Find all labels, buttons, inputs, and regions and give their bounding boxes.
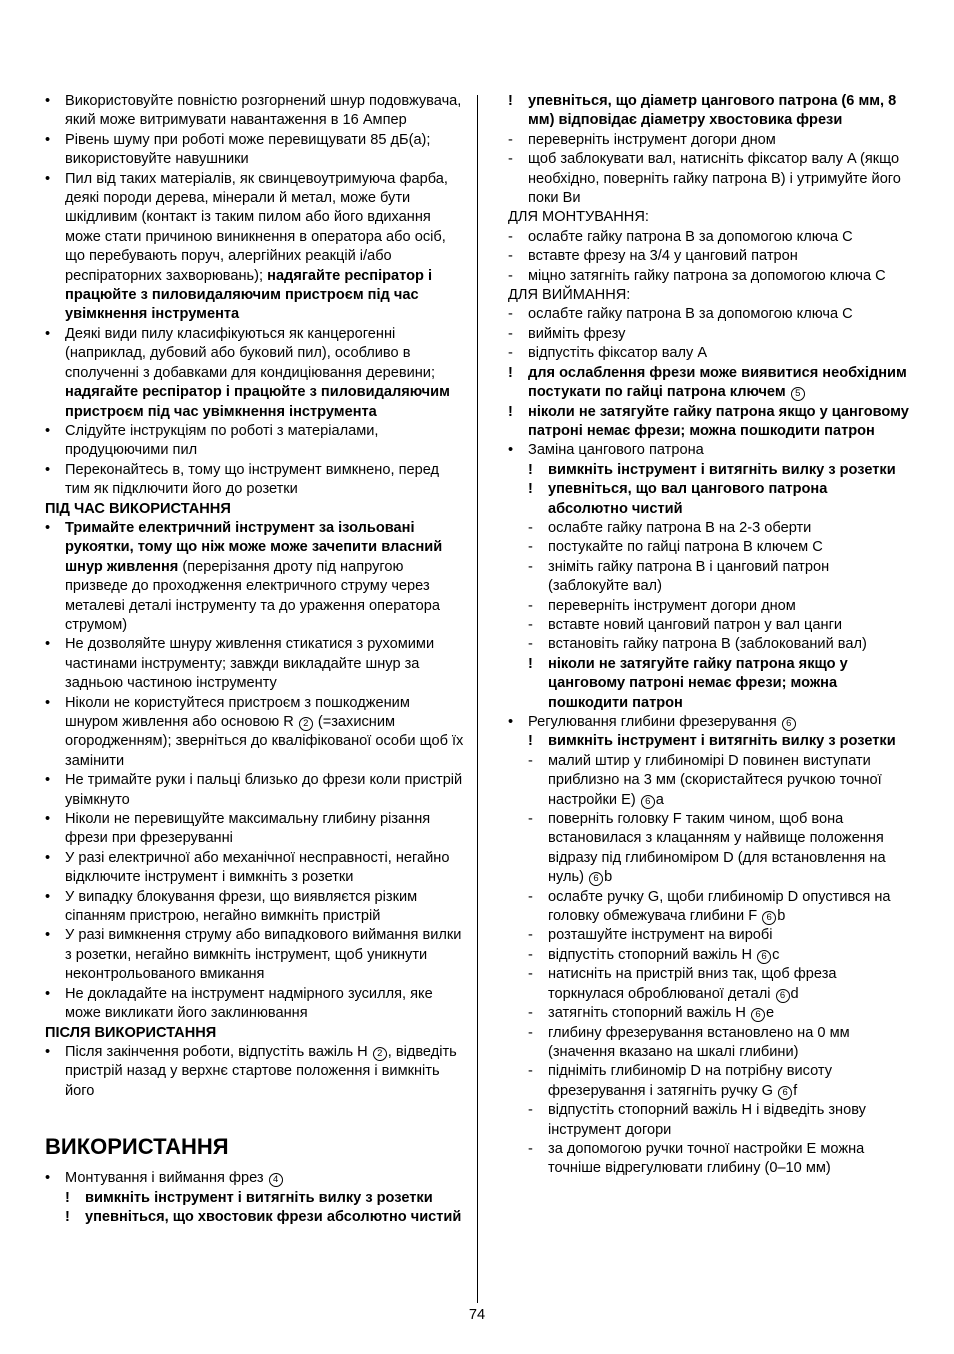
- depth-adjust-sublist: [528, 732, 910, 1178]
- list-item: [45, 422, 467, 461]
- item-text: переверніть інструмент догори дном: [528, 131, 776, 148]
- dash-marker: -: [528, 927, 533, 944]
- bullet-marker: •: [45, 325, 51, 342]
- bullet-marker: •: [508, 442, 514, 459]
- dash-marker: -: [528, 1102, 533, 1119]
- bullet-marker: •: [45, 772, 51, 789]
- bullet-marker: •: [45, 927, 51, 944]
- warning-item: [508, 364, 910, 403]
- during-use-more-list: [45, 771, 467, 1023]
- dash-marker: -: [528, 597, 533, 614]
- dash-marker: -: [528, 539, 533, 556]
- item-text: (перерізання дроту під напругою призведе до проходження електричного струму через металеві деталі інструменту та до ураження оператора струмом): [65, 558, 440, 633]
- item-text: ослабте гайку патрона B за допомогою ключа C: [528, 306, 853, 323]
- item-text: (=захисним огородженням); зверніться до кваліфікованої особи щоб їх замінити: [65, 714, 464, 769]
- item-text: Ніколи не користуйтеся пристроєм з пошкодженим шнуром живлення або основою R: [65, 694, 410, 730]
- bullet-marker: •: [508, 714, 514, 730]
- dash-marker: -: [528, 888, 533, 905]
- item-text: розташуйте інструмент на виробі: [548, 927, 773, 944]
- list-item: [45, 771, 467, 810]
- warning-marker: !: [508, 364, 513, 381]
- step-item: [528, 1062, 910, 1101]
- item-text: ослабте гайку патрона B за допомогою ключа C: [528, 228, 853, 245]
- step-item: [528, 1004, 910, 1023]
- step-item: [528, 926, 910, 945]
- warning-item: [528, 655, 910, 713]
- warning-marker: !: [528, 655, 533, 672]
- item-bold-text: ніколи не затягуйте гайку патрона якщо у цанговому патроні немає фрези; можна пошкодити патрон: [528, 403, 909, 439]
- item-text: Ніколи не перевищуйте максимальну глибину різання фрези при фрезеруванні: [65, 811, 431, 847]
- item-bold-text: упевніться, що вал цангового патрона абсолютно чистий: [548, 481, 828, 517]
- dash-marker: -: [528, 636, 533, 653]
- list-item: [45, 985, 467, 1024]
- after-use-list: [45, 1043, 467, 1101]
- item-text: Регулювання глибини фрезерування: [528, 714, 781, 730]
- dash-marker: -: [528, 519, 533, 536]
- step-item: [528, 1101, 910, 1140]
- bullet-marker: •: [45, 519, 51, 536]
- warning-marker: !: [528, 733, 533, 750]
- figure-ref-circle: 4: [269, 1173, 283, 1187]
- item-text: У випадку блокування фрези, що виявляєтся різким сіпанням пристрою, негайно вимкніть пристрій: [65, 888, 418, 925]
- step-item: [528, 519, 910, 538]
- step-item: [508, 247, 910, 266]
- collet-check-list: [508, 92, 910, 208]
- list-item: [45, 1043, 467, 1101]
- item-text: затягніть стопорний важіль H: [548, 1005, 751, 1022]
- remove-heading: ДЛЯ ВИЙМАННЯ:: [508, 287, 631, 304]
- item-bold-text: вимкніть інструмент і витягніть вилку з розетки: [85, 1189, 433, 1206]
- item-text: Рівень шуму при роботі може перевищувати 85 дБ(а); використовуйте навушники: [65, 131, 431, 168]
- item-text: глибину фрезерування встановлено на 0 мм (значення вказано на шкалі глибини): [548, 1024, 850, 1060]
- bullet-marker: •: [45, 888, 51, 905]
- bullet-marker: •: [45, 636, 51, 653]
- warning-item: [508, 92, 910, 131]
- during-use-heading: ПІД ЧАС ВИКОРИСТАННЯ: [45, 500, 231, 517]
- item-bold-text: для ослаблення фрези може виявитися необхідним постукати по гайці патрона ключем: [528, 364, 907, 401]
- item-bold-text: упевніться, що діаметр цангового патрона (6 мм, 8 мм) відповідає діаметру хвостовика фрези: [528, 93, 897, 129]
- figure-ref-letter: d: [790, 985, 799, 1002]
- item-bold-text: упевніться, що хвостовик фрези абсолютно чистий: [85, 1208, 462, 1225]
- dash-marker: -: [508, 325, 513, 342]
- column-divider: [477, 95, 478, 1303]
- bullet-marker: •: [45, 131, 51, 148]
- warning-item: [528, 461, 910, 480]
- item-text: малий штир у глибиномірі D повинен виступати приблизно на 3 мм (скористайтеся ручкою точної настройки E): [548, 752, 882, 808]
- step-item: [528, 810, 910, 888]
- step-item: [528, 888, 910, 927]
- figure-ref-circle: 2: [373, 1047, 387, 1061]
- warning-marker: !: [65, 1189, 70, 1206]
- figure-ref-circle: 6: [757, 950, 771, 964]
- left-column: [45, 92, 467, 1227]
- dash-marker: -: [528, 1063, 533, 1080]
- list-item: [45, 461, 467, 500]
- page-number: 74: [468, 1307, 486, 1323]
- list-item: [508, 441, 910, 713]
- dash-marker: -: [508, 131, 513, 148]
- step-item: [528, 538, 910, 557]
- bullet-marker: •: [45, 1043, 51, 1060]
- bullet-marker: •: [45, 170, 51, 187]
- warning-marker: !: [528, 481, 533, 498]
- dash-marker: -: [508, 228, 513, 245]
- item-bold-text: ніколи не затягуйте гайку патрона якщо у цанговому патроні немає фрези; можна пошкодити патрон: [548, 655, 848, 711]
- bullet-marker: •: [45, 1170, 51, 1187]
- item-text: Слідуйте інструкціям по роботі з матеріалами, продуцюючими пил: [65, 422, 379, 459]
- list-item: [45, 1169, 467, 1227]
- item-text: Використовуйте повністю розгорнений шнур подовжувача, який може витримувати навантаження в 16 Ампер: [65, 93, 462, 129]
- item-text: відпустіть фіксатор валу A: [528, 345, 708, 362]
- intro-safety-list: [45, 92, 467, 500]
- warning-marker: !: [508, 403, 513, 420]
- warning-item: [528, 732, 910, 751]
- figure-ref-circle: 6: [762, 911, 776, 925]
- list-item: [45, 694, 467, 772]
- step-item: [508, 131, 910, 150]
- dash-marker: -: [508, 248, 513, 265]
- item-text: щоб заблокувати вал, натисніть фіксатор валу A (якщо необхідно, поверніть гайку патрона B) і утримуйте його поки Ви: [528, 151, 901, 207]
- item-text: натисніть на пристрій вниз так, щоб фреза торкнулася оброблюваної деталі: [548, 966, 837, 1002]
- figure-ref-circle: 6: [589, 872, 603, 886]
- figure-ref-letter: a: [655, 791, 664, 808]
- list-item: [45, 888, 467, 927]
- item-text: переверніть інструмент догори дном: [548, 597, 796, 614]
- step-item: [528, 946, 910, 965]
- item-text: постукайте по гайці патрона B ключем C: [548, 539, 823, 556]
- bullet-marker: •: [45, 422, 51, 439]
- step-item: [528, 597, 910, 616]
- figure-ref-circle: 6: [782, 717, 796, 731]
- item-text: У разі електричної або механічної несправності, негайно відключите інструмент і вимкніть з розетки: [65, 849, 450, 886]
- step-item: [528, 1024, 910, 1063]
- item-text: вставте фрезу на 3/4 у цанговий патрон: [528, 248, 798, 265]
- bullet-marker: •: [45, 849, 51, 866]
- figure-ref-letter: b: [604, 869, 613, 886]
- warning-marker: !: [508, 93, 513, 109]
- usage-section-heading: ВИКОРИСТАННЯ: [45, 1134, 229, 1160]
- warning-item: [528, 480, 910, 519]
- list-item: [508, 713, 910, 1179]
- remove-warnings-list: [508, 364, 910, 442]
- item-text: підніміть глибиномір D на потрібну висоту фрезерування і затягніть ручку G: [548, 1063, 833, 1099]
- item-bold-text: Тримайте електричний інструмент за ізольовані рукоятки, тому що ніж може може зачепити власний шнур живлення: [65, 519, 443, 575]
- item-text: відпустіть стопорний важіль H і відведіть знову інструмент догори: [548, 1102, 866, 1138]
- item-text: ослабте гайку патрона B на 2-3 оберти: [548, 519, 812, 536]
- collet-change-list: [508, 441, 910, 1178]
- item-text: вставте новий цанговий патрон у вал цанги: [548, 616, 843, 633]
- item-text: вийміть фрезу: [528, 325, 626, 342]
- figure-ref-circle: 5: [791, 387, 805, 401]
- dash-marker: -: [528, 1140, 533, 1157]
- item-bold-text: вимкніть інструмент і витягніть вилку з розетки: [548, 461, 896, 478]
- item-text: Не тримайте руки і пальці близько до фрези коли пристрій увімкнуто: [65, 772, 463, 808]
- warning-item: [508, 403, 910, 442]
- item-text: Не докладайте на інструмент надмірного зусилля, яке може викликати його заклинювання: [65, 985, 433, 1022]
- list-item: [45, 519, 467, 635]
- item-bold-text: вимкніть інструмент і витягніть вилку з розетки: [548, 733, 896, 750]
- item-text: поверніть головку F таким чином, щоб вона встановилася з клацанням у найвище положення відразу під глибиноміром D (для встановлення на нуль): [548, 811, 886, 886]
- dash-marker: -: [528, 1005, 533, 1022]
- bullet-marker: •: [45, 93, 51, 109]
- step-item: [508, 344, 910, 363]
- step-item: [528, 1140, 910, 1179]
- dash-marker: -: [528, 752, 533, 769]
- bullet-marker: •: [45, 461, 51, 478]
- figure-ref-circle: 6: [751, 1008, 765, 1022]
- item-text: ослабте ручку G, щоби глибиномір D опустився на головку обмежувача глибини F: [548, 888, 891, 925]
- step-item: [508, 325, 910, 344]
- item-text: відпустіть стопорний важіль H: [548, 946, 757, 963]
- warning-marker: !: [528, 461, 533, 478]
- item-text: Заміна цангового патрона: [528, 442, 704, 459]
- list-item: [45, 325, 467, 422]
- step-item: [508, 305, 910, 324]
- list-item: [45, 170, 467, 325]
- figure-ref-circle: 6: [641, 795, 655, 809]
- item-text: зніміть гайку патрона B і цанговий патрон (заблокуйте вал): [548, 558, 830, 595]
- list-item: [45, 849, 467, 888]
- dash-marker: -: [508, 306, 513, 323]
- item-text: Пил від таких матеріалів, як свинцевоутримуюча фарба, деякі породи дерева, мінерали й метал, може бути шкідливим (контакт із таким пилом або його вдихання може стати причиною виникнення в оператора або осіб, що перебувають поруч, алергійних реакцій і/або респіраторних захворювань);: [65, 170, 448, 284]
- dash-marker: -: [528, 1024, 533, 1041]
- mount-heading: ДЛЯ МОНТУВАННЯ:: [508, 209, 649, 226]
- item-bold-text: надягайте респіратор і працюйте з пиловидаляючим пристроєм під час увімкнення інструмента: [65, 384, 450, 420]
- dash-marker: -: [528, 558, 533, 575]
- dash-marker: -: [528, 966, 533, 983]
- dash-marker: -: [508, 345, 513, 362]
- remove-steps-list: [508, 305, 910, 363]
- item-text: , відведіть пристрій назад у верхнє стартове положення і вимкніть його: [65, 1043, 457, 1099]
- figure-ref-letter: f: [793, 1082, 798, 1099]
- figure-ref-letter: b: [777, 908, 786, 925]
- usage-sublist: [65, 1189, 467, 1228]
- list-item: [45, 810, 467, 849]
- item-text: Монтування і виймання фрез: [65, 1170, 268, 1187]
- item-text: за допомогою ручки точної настройки E можна точніше відрегулювати глибину (0–10 мм): [548, 1140, 865, 1177]
- step-item: [528, 965, 910, 1004]
- dash-marker: -: [528, 811, 533, 828]
- list-item: [45, 635, 467, 693]
- step-item: [508, 267, 910, 286]
- figure-ref-circle: 2: [299, 717, 313, 731]
- figure-ref-circle: 6: [776, 989, 790, 1003]
- step-item: [508, 228, 910, 247]
- step-item: [528, 752, 910, 810]
- list-item: [45, 131, 467, 170]
- figure-ref-circle: 6: [778, 1086, 792, 1100]
- item-text: Не дозволяйте шнуру живлення стикатися з рухомими частинами інструменту; завжди викладайте шнур за задньою частиною інструменту: [65, 636, 435, 692]
- item-text: Після закінчення роботи, відпустіть важіль H: [65, 1043, 372, 1060]
- item-text: міцно затягніть гайку патрона за допомогою ключа C: [528, 267, 886, 284]
- item-text: У разі вимкнення струму або випадкового виймання вилки з розетки, негайно вимкніть інструмент, щоб уникнути неконтрольованого вмикання: [65, 927, 462, 983]
- after-use-heading: ПІСЛЯ ВИКОРИСТАННЯ: [45, 1024, 217, 1041]
- list-item: [45, 926, 467, 984]
- bullet-marker: •: [45, 985, 51, 1002]
- item-text: Деякі види пилу класифікуються як канцерогенні (наприклад, дубовий або буковий пил), особливо в сполученні з добавками для кондиціювання деревини;: [65, 325, 436, 381]
- usage-list: [45, 1169, 467, 1227]
- during-use-list: [45, 519, 467, 771]
- figure-ref-letter: c: [772, 946, 780, 963]
- item-text: Переконайтесь в, тому що інструмент вимкнено, перед тим як підключити його до розетки: [65, 461, 440, 498]
- dash-marker: -: [508, 267, 513, 284]
- dash-marker: -: [508, 151, 513, 168]
- step-item: [528, 616, 910, 635]
- bullet-marker: •: [45, 694, 51, 711]
- warning-marker: !: [65, 1208, 70, 1225]
- bullet-marker: •: [45, 811, 51, 828]
- item-text: встановіть гайку патрона B (заблокований вал): [548, 636, 867, 653]
- step-item: [528, 635, 910, 654]
- figure-ref-letter: e: [766, 1005, 775, 1022]
- right-column: [508, 92, 910, 1179]
- dash-marker: -: [528, 946, 533, 963]
- collet-change-sublist: [528, 461, 910, 713]
- mount-steps-list: [508, 228, 910, 286]
- item-bold-text: надягайте респіратор і працюйте з пиловидаляючим пристроєм під час увімкнення інструмента: [65, 267, 433, 323]
- dash-marker: -: [528, 616, 533, 633]
- step-item: [508, 150, 910, 208]
- list-item: [45, 92, 467, 131]
- step-item: [528, 558, 910, 597]
- warning-item: [65, 1208, 467, 1227]
- warning-item: [65, 1189, 467, 1208]
